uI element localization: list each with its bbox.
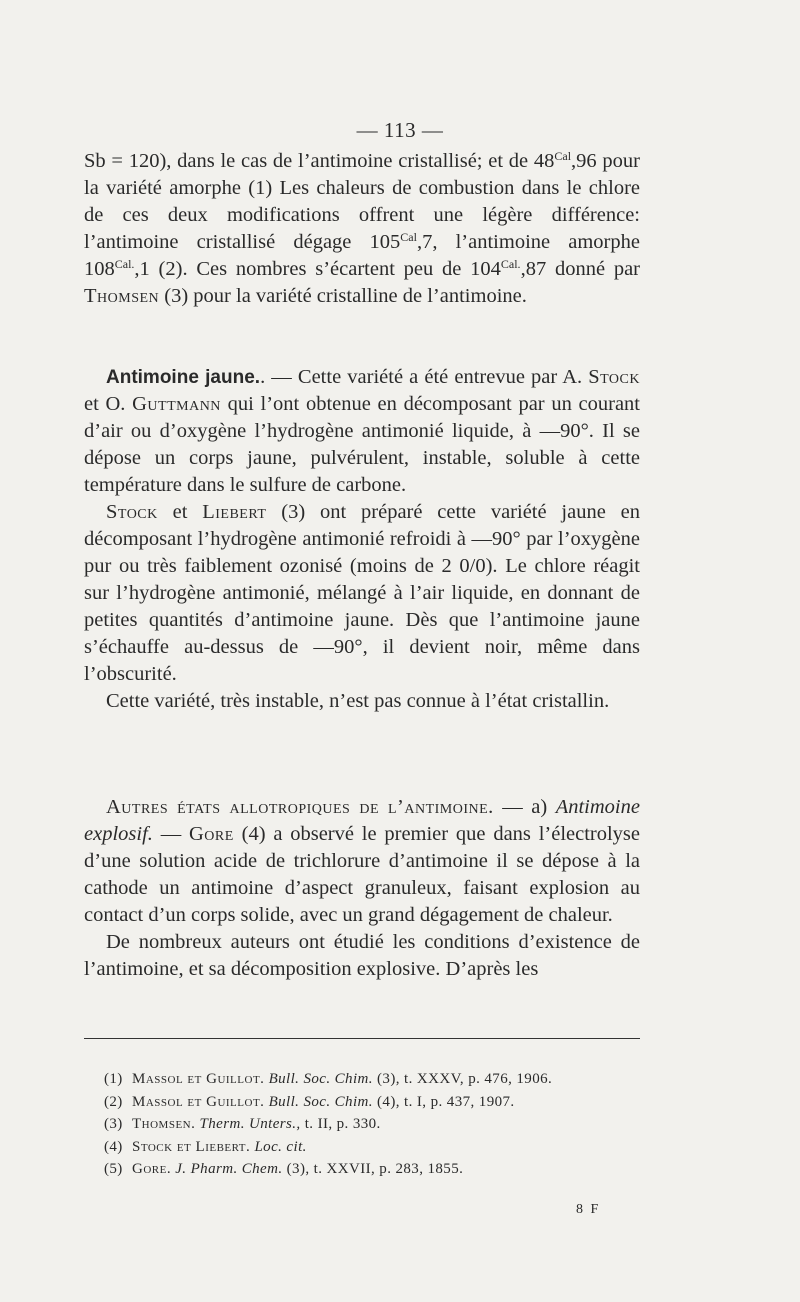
footnote-number: (4) [104, 1138, 123, 1155]
section-heading: Autres états allotropiques de l’antimoine. [106, 796, 494, 818]
section-antimoine-jaune [84, 364, 640, 715]
unit-cal: Cal. [114, 257, 135, 271]
text-run: ,7, l’antimoine amorphe 108 [84, 231, 640, 280]
unit-cal: Cal [400, 230, 417, 244]
author-name: Guttmann [132, 393, 221, 415]
author-name: Thomsen [84, 285, 160, 307]
footnote-ref: (4), t. I, p. 437, 1907. [372, 1093, 515, 1110]
author-name: Stock [106, 501, 158, 523]
footnote-authors: Massol et Guillot. [132, 1071, 265, 1087]
footnote-authors: Thomsen. [132, 1116, 196, 1132]
paragraph-decomposition: De nombreux auteurs ont étudié les conditions d’existence de l’antimoine, et sa décomposition explosive. D’après les [84, 931, 640, 980]
footnote-authors: Massol et Guillot. [132, 1093, 265, 1110]
author-name: Gore [189, 823, 234, 845]
text-run: et [157, 501, 203, 523]
text-run: qui l’ont obtenue en décomposant par un courant d’air ou d’oxygène l’hydrogène antimonié liquide, à —90°. Il se dépose un corps jaune, pulvérulent, instable, soluble à cette température dans le sulfure de carbone. [84, 393, 640, 496]
footnote-number: (2) [104, 1093, 123, 1110]
paragraph-chaleurs [84, 148, 640, 310]
unit-cal: Cal [554, 149, 572, 163]
author-name: Stock [588, 366, 640, 388]
footnote-number: (3) [104, 1116, 123, 1132]
footnote [104, 1068, 644, 1091]
page-number: — 113 — [356, 118, 444, 142]
paragraph-instable: Cette variété, très instable, n’est pas connue à l’état cristallin. [106, 690, 610, 712]
footnote [104, 1091, 644, 1114]
text-run: ,96 pour la variété amorphe (1) Les chaleurs de combustion dans le chlore de ces deux modifications offrent une légère différence: l’antimoine cristallisé dégage 105 [84, 150, 640, 253]
subheading-italic: Antimoine explosif. [84, 796, 640, 845]
text-run: (3) pour la variété cristalline de l’antimoine. [159, 285, 527, 307]
text-run: ,1 (2). Ces nombres s’écartent peu de 104 [134, 258, 501, 280]
text-run: Sb = 120), dans le cas de l’antimoine cristallisé; et de 48 [84, 150, 555, 172]
text-run: ,87 donné par [520, 258, 640, 280]
footnote-source: Therm. Unters., [199, 1116, 301, 1132]
footnotes [104, 1068, 644, 1181]
footnote [104, 1158, 644, 1181]
footnote-divider [84, 1038, 640, 1039]
footnote-source: J. Pharm. Chem. [175, 1161, 283, 1177]
author-name: Liebert [202, 501, 267, 523]
text-run: (3) ont préparé cette variété jaune en décomposant l’hydrogène antimonié refroidi à —90° par l’oxygène pur ou très faiblement ozonisé (moins de 2 0/0). Le chlore réagit sur l’hydrogène antimonié, mélangé à l’air liquide, en donnant de petites quantités d’antimoine jaune. Dès que l’antimoine jaune s’échauffe au-dessus de —90°, il devient noir, même dans l’obscurité. [84, 501, 640, 685]
footnote-authors: Gore. [132, 1161, 172, 1177]
footnote-number: (1) [104, 1071, 123, 1087]
text-run: (4) a observé le premier que dans l’électrolyse d’une solution acide de trichlorure d’antimoine il se dépose à la cathode un antimoine d’aspect granuleux, faisant explosion au contact d’un corps solide, avec un grand dégagement de chaleur. [84, 823, 641, 926]
text-run: — a) [493, 796, 556, 818]
signature-mark: 8 F [576, 1202, 601, 1217]
footnote-source: Bull. Soc. Chim. [268, 1071, 373, 1087]
text-run: — [152, 823, 189, 845]
footnote-source: Loc. cit. [254, 1138, 307, 1155]
text-run: et O. [84, 393, 133, 415]
unit-cal: Cal. [500, 257, 521, 271]
text-run: . — Cette variété a été entrevue par A. [260, 366, 589, 388]
footnote [104, 1113, 644, 1136]
footnote-authors: Stock et Liebert. [132, 1138, 251, 1155]
footnote [104, 1136, 644, 1159]
footnote-source: Bull. Soc. Chim. [268, 1093, 373, 1110]
footnote-ref: (3), t. XXVII, p. 283, 1855. [282, 1161, 464, 1177]
footnote-ref: t. II, p. 330. [300, 1116, 381, 1132]
footnote-ref: (3), t. XXXV, p. 476, 1906. [372, 1071, 553, 1087]
section-heading: Antimoine jaune. [106, 367, 261, 388]
footnote-number: (5) [104, 1161, 123, 1177]
section-autres-etats [84, 794, 640, 983]
